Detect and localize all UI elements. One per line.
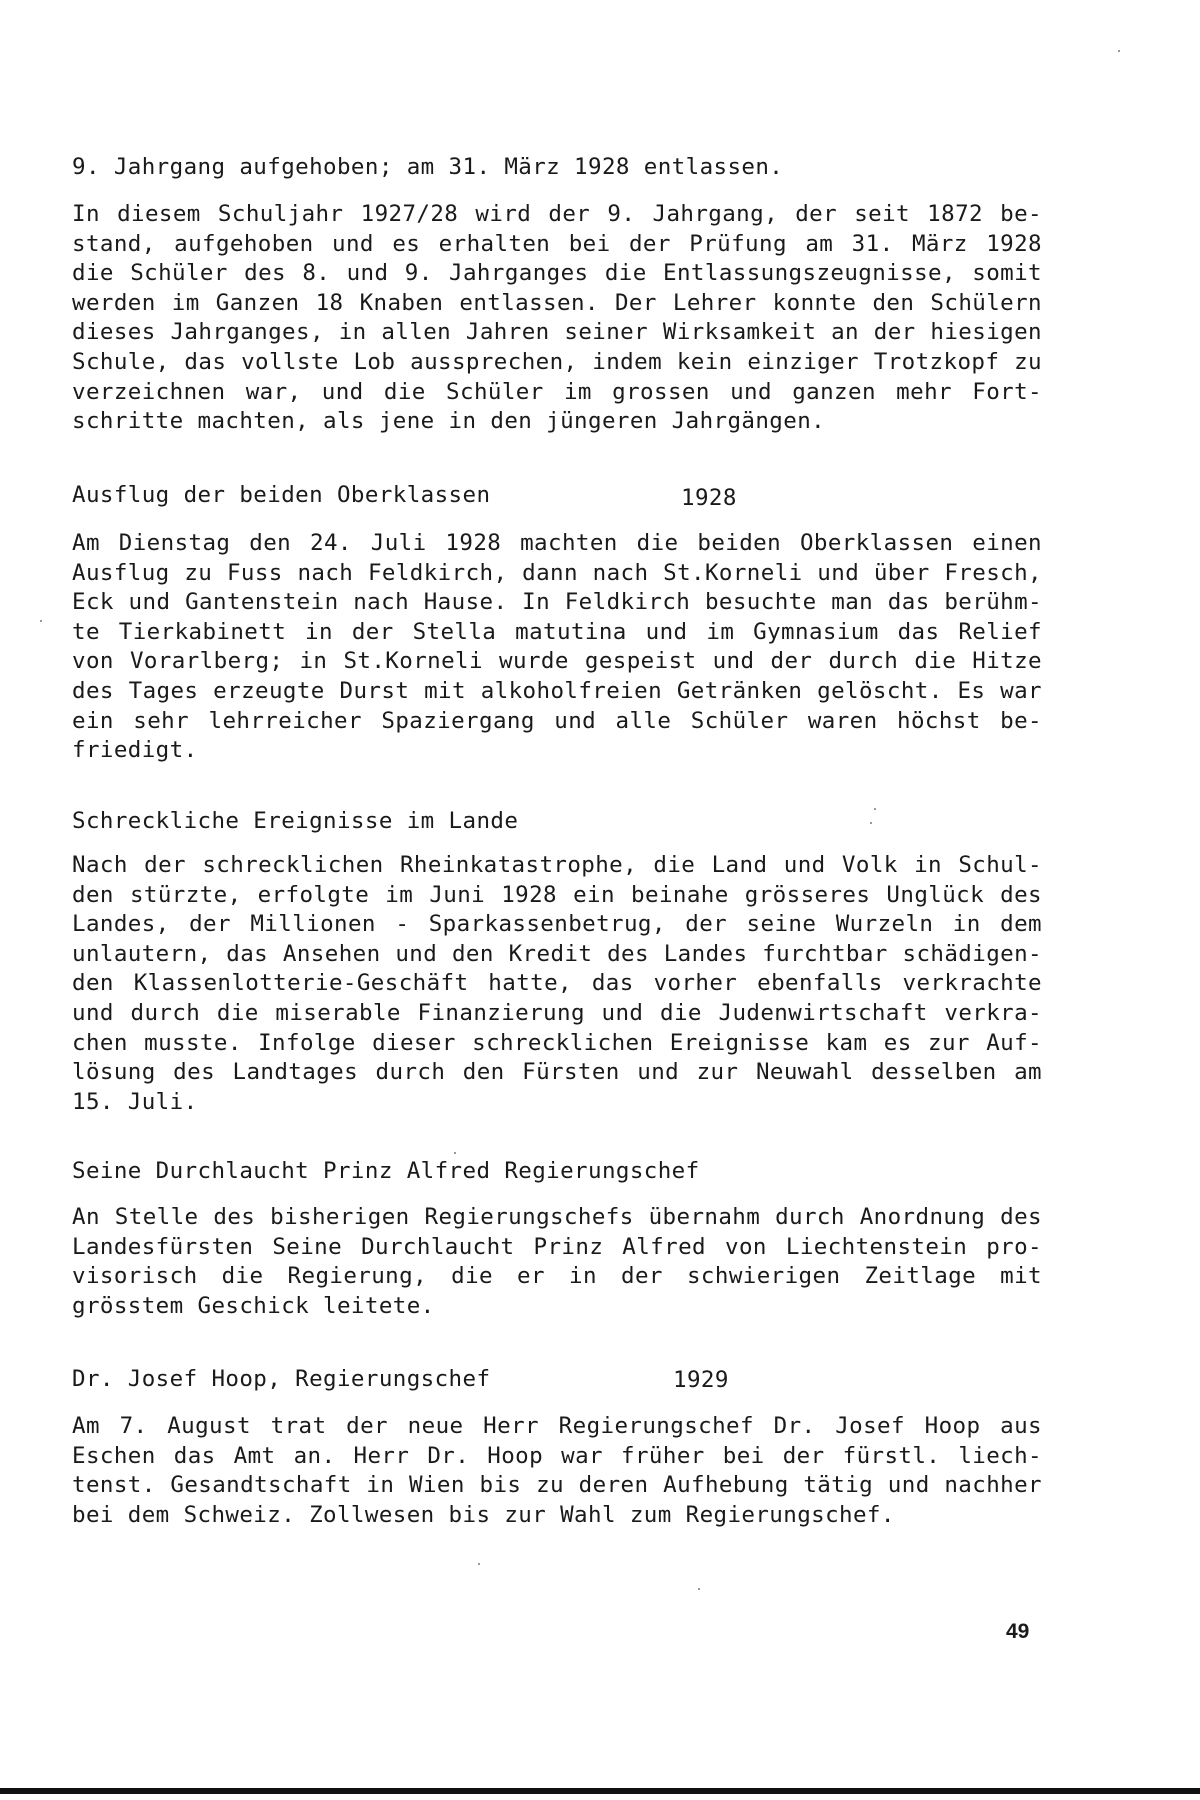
paragraph-line: stand, aufgehoben und es erhalten bei der Prüfung am 31. März 1928 — [72, 230, 1042, 257]
paragraph-line: des Tages erzeugte Durst mit alkoholfreien Getränken gelöscht. Es war — [72, 677, 1042, 704]
scan-speck — [698, 1588, 700, 1590]
paragraph-line: unlautern, das Ansehen und den Kredit des Landes furchtbar schädigen- — [72, 940, 1042, 967]
section-year-1928: 1928 — [681, 485, 737, 511]
section-paragraph-ausflug — [72, 529, 1042, 766]
section-year-1929: 1929 — [673, 1367, 729, 1393]
paragraph-line: den stürzte, erfolgte im Juni 1928 ein beinahe grösseres Unglück des — [72, 881, 1042, 908]
paragraph-line: Landesfürsten Seine Durchlaucht Prinz Alfred von Liechtenstein pro- — [72, 1233, 1042, 1260]
paragraph-line: Am Dienstag den 24. Juli 1928 machten die beiden Oberklassen einen — [72, 530, 1042, 556]
paragraph-line: und durch die miserable Finanzierung und die Judenwirtschaft verkra- — [72, 999, 1042, 1026]
paragraph-line: An Stelle des bisherigen Regierungschefs übernahm durch Anordnung des — [72, 1204, 1042, 1230]
scan-speck — [874, 808, 876, 810]
paragraph-line: friedigt. — [72, 737, 198, 764]
scan-speck — [40, 620, 42, 622]
paragraph-line: Schule, das vollste Lob aussprechen, indem kein einziger Trotzkopf zu — [72, 348, 1042, 375]
section-heading-ausflug: Ausflug der beiden Oberklassen — [72, 482, 491, 508]
scan-speck — [1118, 50, 1120, 52]
section-paragraph-prinz-alfred — [72, 1203, 1042, 1321]
paragraph-line: te Tierkabinett in der Stella matutina und im Gymnasium das Relief — [72, 618, 1042, 645]
paragraph-line: Ausflug zu Fuss nach Feldkirch, dann nach St.Korneli und über Fresch, — [72, 559, 1042, 586]
bottom-scan-edge — [0, 1788, 1200, 1794]
section-paragraph-hoop — [72, 1412, 1042, 1530]
paragraph-line: dieses Jahrganges, in allen Jahren seiner Wirksamkeit an der hiesigen — [72, 319, 1042, 346]
scan-speck — [478, 1563, 480, 1565]
paragraph-line: Nach der schrecklichen Rheinkatastrophe, die Land und Volk in Schul- — [72, 852, 1042, 878]
paragraph-line: Am 7. August trat der neue Herr Regierungschef Dr. Josef Hoop aus — [72, 1413, 1042, 1439]
paragraph-line: Eck und Gantenstein nach Hause. In Feldkirch besuchte man das berühm- — [72, 589, 1042, 616]
page-number: 49 — [1006, 1620, 1030, 1643]
scan-speck — [454, 1152, 456, 1154]
section-heading-ereignisse: Schreckliche Ereignisse im Lande — [72, 808, 519, 834]
paragraph-line: von Vorarlberg; in St.Korneli wurde gespeist und der durch die Hitze — [72, 648, 1042, 675]
paragraph-line: die Schüler des 8. und 9. Jahrganges die Entlassungszeugnisse, somit — [72, 260, 1042, 287]
intro-heading: 9. Jahrgang aufgehoben; am 31. März 1928 entlassen. — [72, 154, 784, 180]
paragraph-line: ein sehr lehrreicher Spaziergang und alle Schüler waren höchst be- — [72, 707, 1042, 734]
section-heading-hoop: Dr. Josef Hoop, Regierungschef — [72, 1366, 491, 1392]
paragraph-line: bei dem Schweiz. Zollwesen bis zur Wahl zum Regierungschef. — [72, 1501, 895, 1528]
section-heading-prinz-alfred: Seine Durchlaucht Prinz Alfred Regierungschef — [72, 1158, 700, 1184]
paragraph-line: chen musste. Infolge dieser schrecklichen Ereignisse kam es zur Auf- — [72, 1029, 1042, 1056]
paragraph-line: In diesem Schuljahr 1927/28 wird der 9. Jahrgang, der seit 1872 be- — [72, 201, 1042, 227]
scan-speck — [870, 822, 872, 824]
paragraph-line: tenst. Gesandtschaft in Wien bis zu deren Aufhebung tätig und nachher — [72, 1472, 1042, 1499]
paragraph-line: verzeichnen war, und die Schüler im grossen und ganzen mehr Fort- — [72, 378, 1042, 405]
paragraph-line: visorisch die Regierung, die er in der schwierigen Zeitlage mit — [72, 1263, 1042, 1290]
paragraph-line: werden im Ganzen 18 Knaben entlassen. Der Lehrer konnte den Schülern — [72, 289, 1042, 316]
paragraph-line: schritte machten, als jene in den jüngeren Jahrgängen. — [72, 408, 826, 435]
intro-paragraph — [72, 200, 1042, 437]
paragraph-line: Eschen das Amt an. Herr Dr. Hoop war früher bei der fürstl. liech- — [72, 1442, 1042, 1469]
paragraph-line: 15. Juli. — [72, 1088, 198, 1115]
paragraph-line: den Klassenlotterie-Geschäft hatte, das vorher ebenfalls verkrachte — [72, 970, 1042, 997]
paragraph-line: grösstem Geschick leitete. — [72, 1292, 435, 1319]
paragraph-line: Landes, der Millionen - Sparkassenbetrug, der seine Wurzeln in dem — [72, 911, 1042, 938]
paragraph-line: lösung des Landtages durch den Fürsten und zur Neuwahl desselben am — [72, 1059, 1042, 1086]
section-paragraph-ereignisse — [72, 851, 1042, 1117]
